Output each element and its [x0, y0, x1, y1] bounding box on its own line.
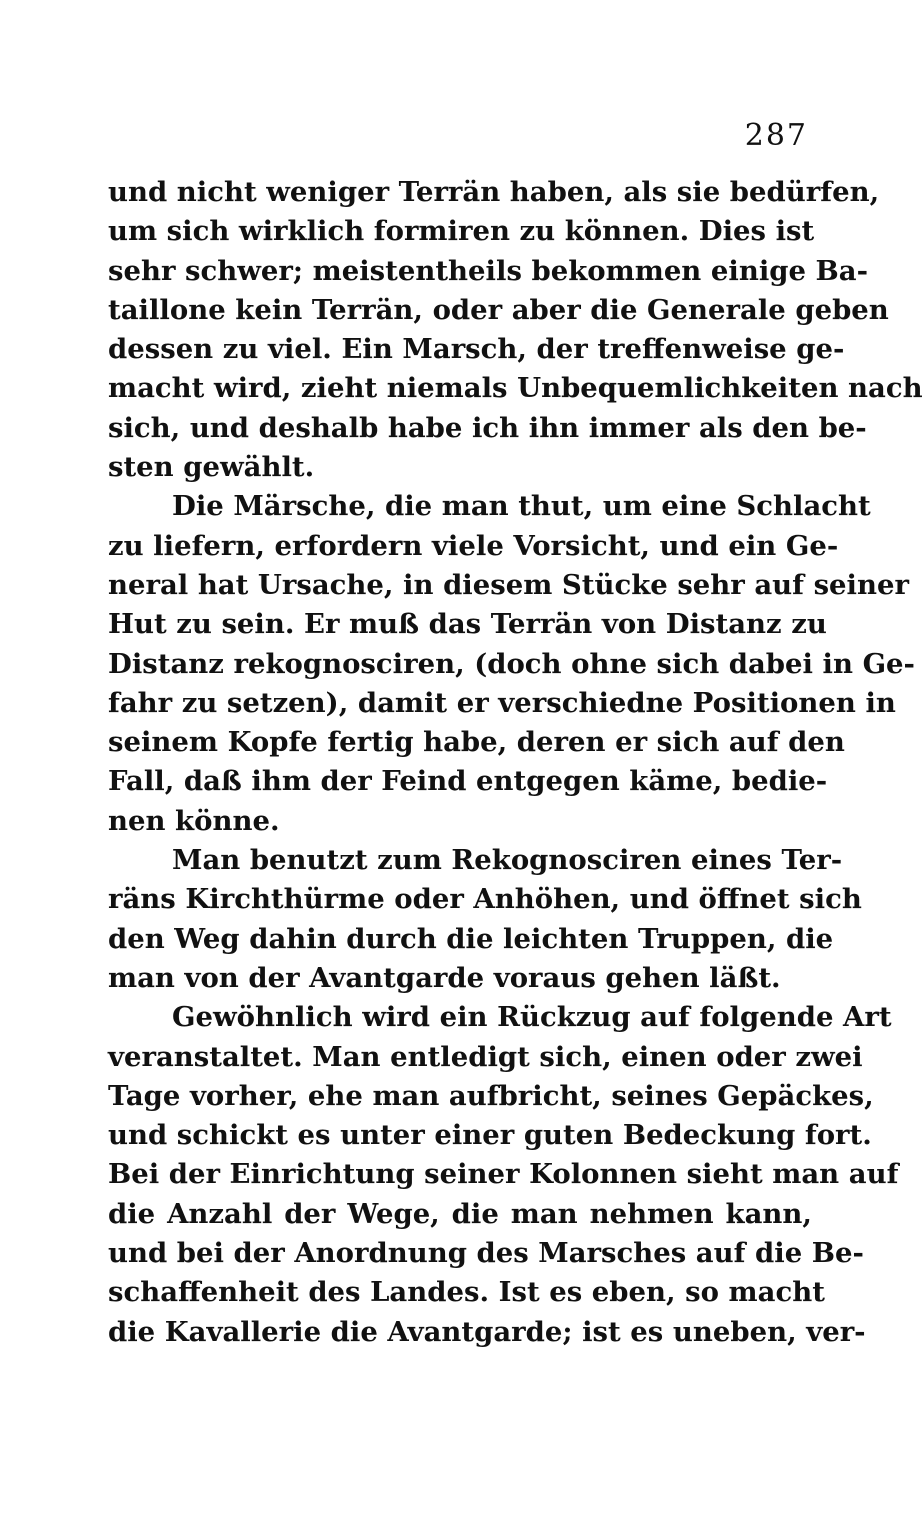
page-number: 287: [744, 118, 808, 153]
text-line: schaffenheit des Landes. Ist es eben, so macht: [108, 1276, 825, 1309]
text-line: taillone kein Terrän, oder aber die Generale geben: [108, 293, 889, 326]
text-line: Fall, daß ihm der Feind entgegen käme, bedie-: [108, 765, 828, 798]
body-text: [108, 173, 923, 1352]
text-line: sten gewählt.: [108, 451, 315, 484]
text-line: man von der Avantgarde voraus gehen läßt.: [108, 961, 781, 994]
text-line: sich, und deshalb habe ich ihn immer als den be-: [108, 411, 867, 444]
text-line: Bei der Einrichtung seiner Kolonnen sieht man auf: [108, 1158, 899, 1191]
text-line: dessen zu viel. Ein Marsch, der treffenweise ge-: [108, 333, 845, 366]
text-line: Tage vorher, ehe man aufbricht, seines Gepäckes,: [108, 1079, 874, 1112]
text-line: Die Märsche, die man thut, um eine Schlacht: [172, 490, 871, 523]
text-line: die Kavallerie die Avantgarde; ist es uneben, ver-: [108, 1315, 866, 1348]
text-line: macht wird, zieht niemals Unbequemlichkeiten nach: [108, 372, 923, 405]
text-line: seinem Kopfe fertig habe, deren er sich auf den: [108, 726, 845, 759]
text-line: zu liefern, erfordern viele Vorsicht, und ein Ge-: [108, 529, 839, 562]
text-line: fahr zu setzen), damit er verschiedne Positionen in: [108, 686, 896, 719]
text-line: um sich wirklich formiren zu können. Dies ist: [108, 215, 815, 248]
text-line: sehr schwer; meistentheils bekommen einige Ba-: [108, 254, 869, 287]
text-line: Hut zu sein. Er muß das Terrän von Distanz zu: [108, 608, 827, 641]
text-line: Man benutzt zum Rekognosciren eines Ter-: [172, 844, 843, 877]
text-line: und nicht weniger Terrän haben, als sie bedürfen,: [108, 176, 880, 208]
text-line: und schickt es unter einer guten Bedeckung fort.: [108, 1119, 872, 1152]
text-line: den Weg dahin durch die leichten Truppen, die: [108, 922, 834, 955]
text-line: die Anzahl der Wege, die man nehmen kann,: [108, 1197, 812, 1230]
text-line: räns Kirchthürme oder Anhöhen, und öffnet sich: [108, 883, 862, 916]
text-line: neral hat Ursache, in diesem Stücke sehr auf seiner: [108, 568, 909, 601]
text-line: veranstaltet. Man entledigt sich, einen oder zwei: [108, 1040, 863, 1073]
text-line: und bei der Anordnung des Marsches auf die Be-: [108, 1237, 864, 1270]
text-line: nen könne.: [108, 804, 280, 837]
text-line: Gewöhnlich wird ein Rückzug auf folgende Art: [172, 1001, 892, 1034]
text-line: Distanz rekognosciren, (doch ohne sich dabei in Ge-: [108, 647, 915, 680]
